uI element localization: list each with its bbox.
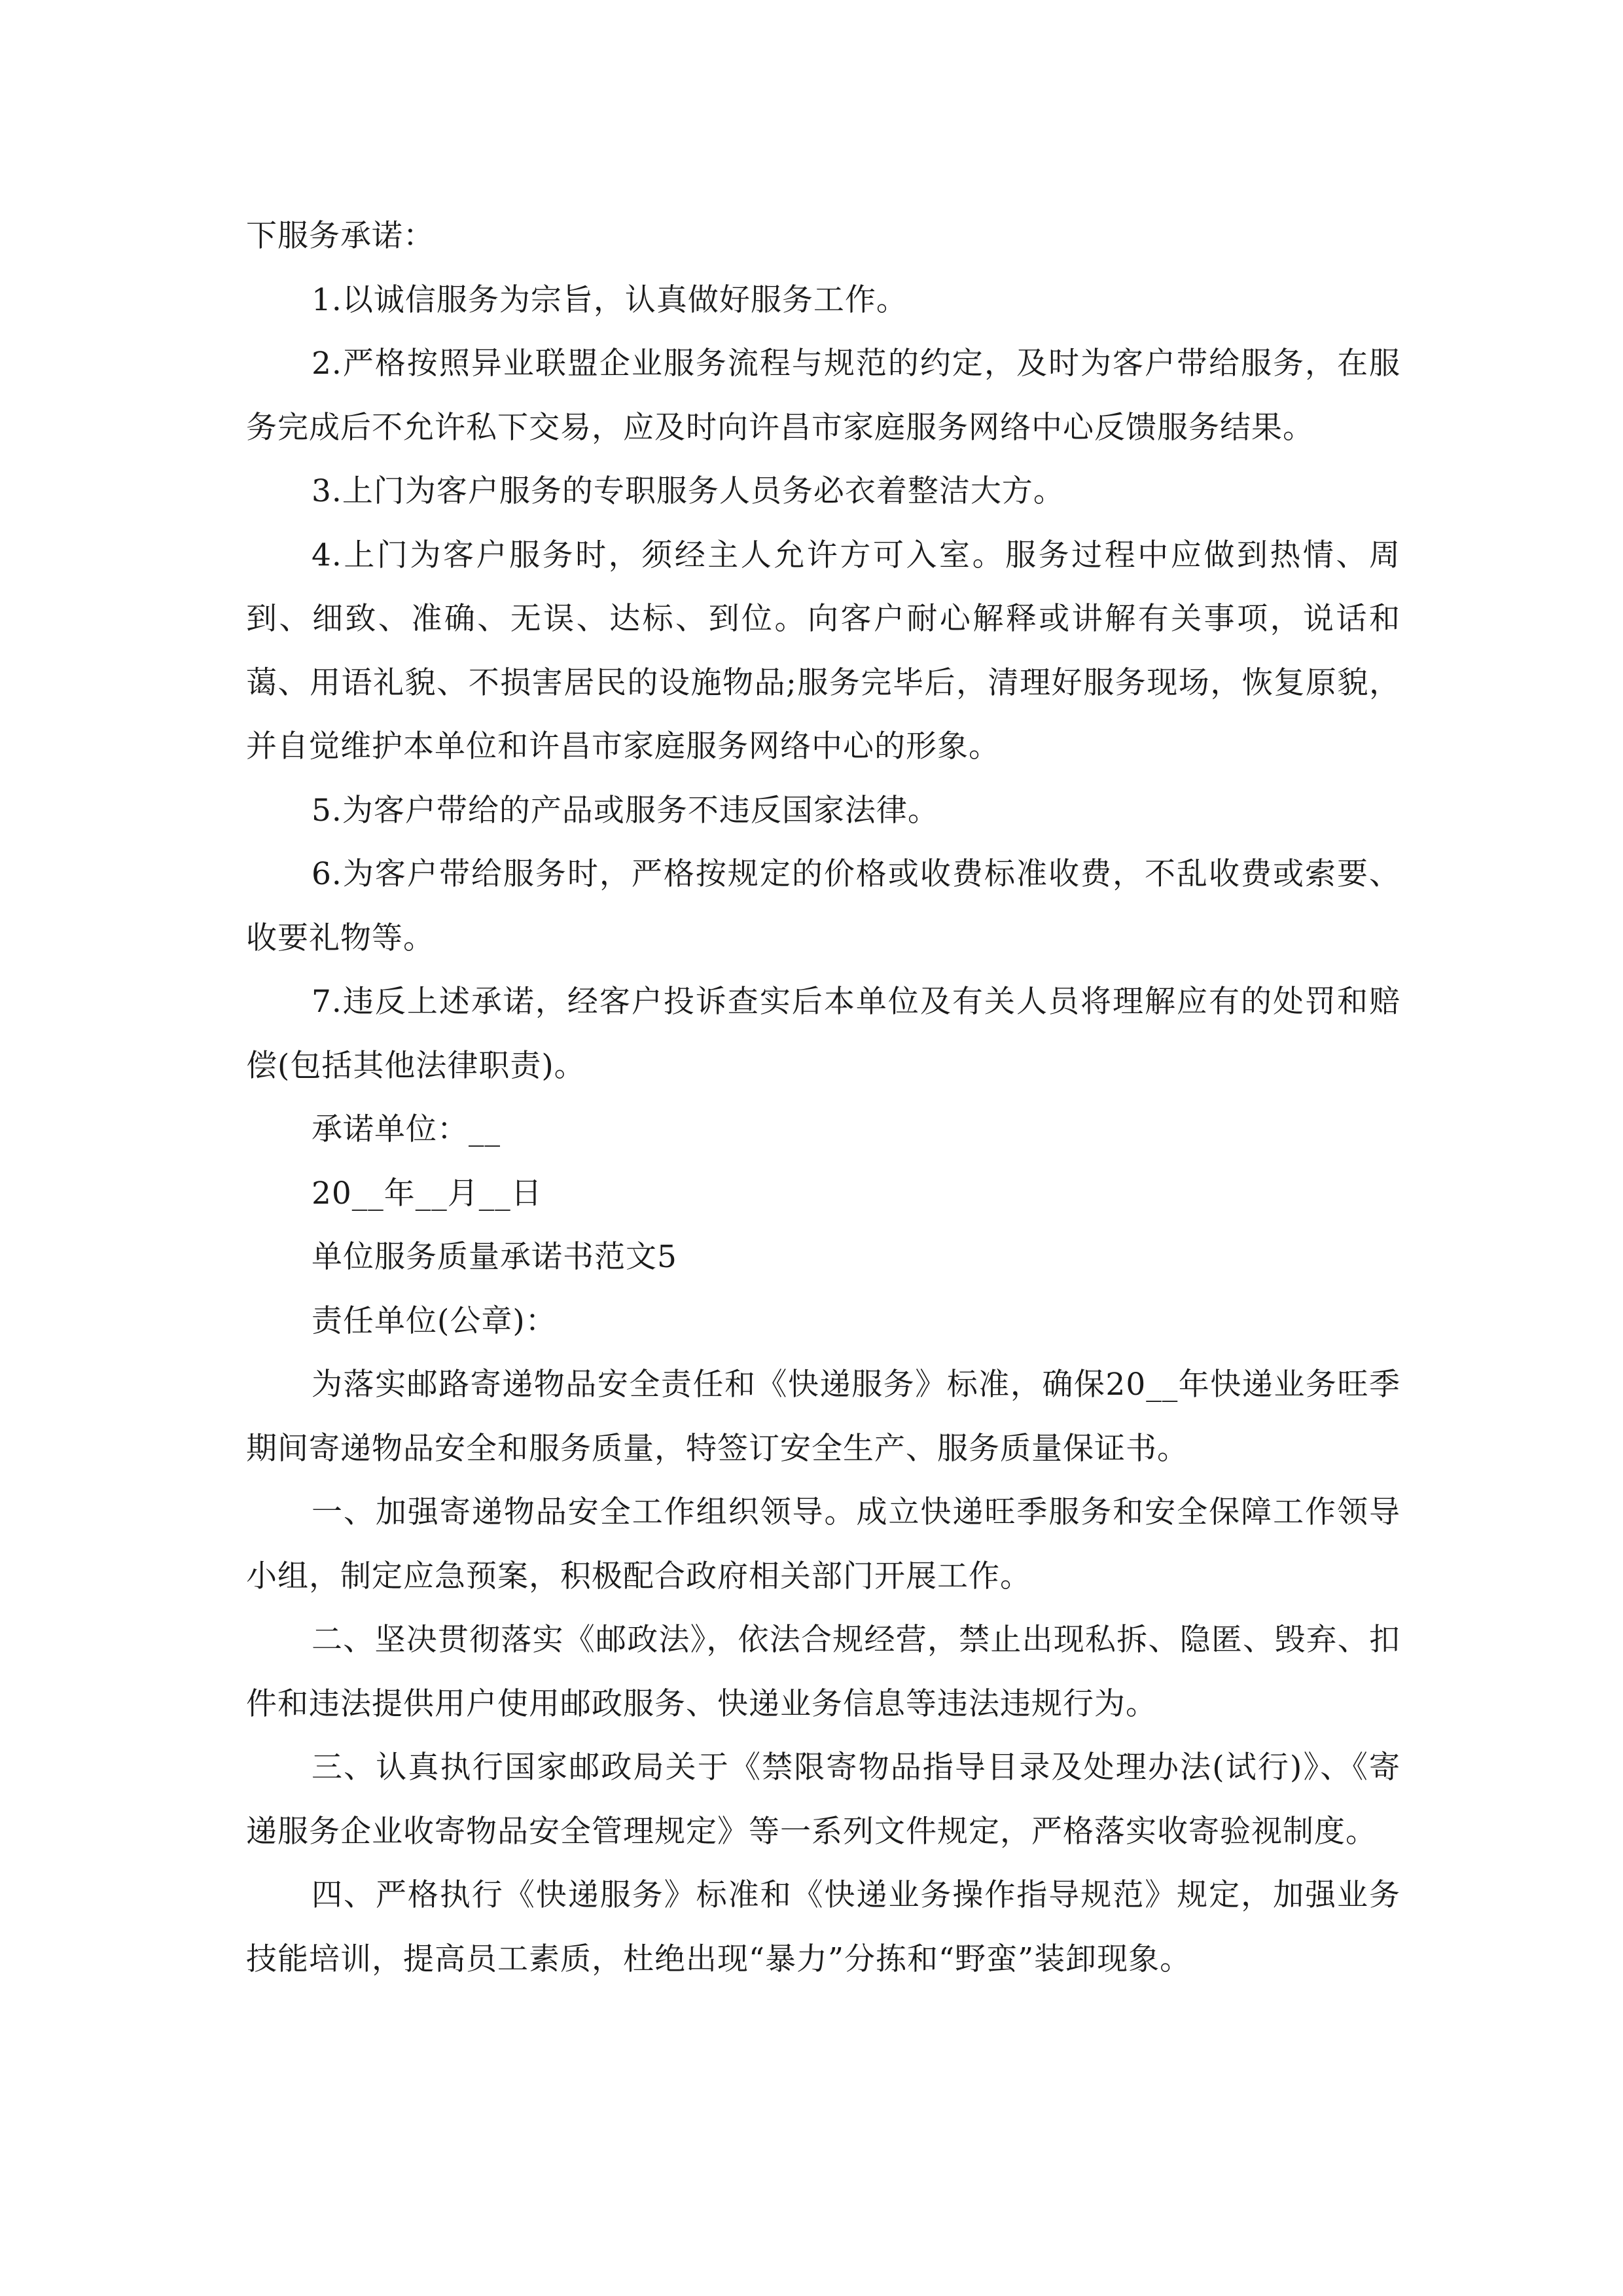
signature-date-line: 20__年__月__日	[312, 1175, 543, 1211]
paragraph-intro-fragment: 下服务承诺：	[246, 218, 435, 254]
section-title: 单位服务质量承诺书范文5	[312, 1239, 677, 1275]
responsible-unit-line: 责任单位(公章)：	[312, 1302, 557, 1339]
paragraph-clause-4: 四、严格执行《快递服务》标准和《快递业务操作指导规范》规定，加强业务技能培训，提高员工素质，杜绝出现“暴力”分拣和“野蛮”装卸现象。	[246, 1877, 1400, 1977]
paragraph-item-1: 1.以诚信服务为宗旨，认真做好服务工作。	[312, 281, 908, 318]
paragraph-item-2: 2.严格按照异业联盟企业服务流程与规范的约定，及时为客户带给服务，在服务完成后不允许私下交易，应及时向许昌市家庭服务网络中心反馈服务结果。	[246, 346, 1400, 446]
paragraph-item-7: 7.违反上述承诺，经客户投诉查实后本单位及有关人员将理解应有的处罚和赔偿(包括其他法律职责)。	[246, 984, 1400, 1084]
paragraph-item-6: 6.为客户带给服务时，严格按规定的价格或收费标准收费，不乱收费或索要、收要礼物等。	[246, 856, 1400, 956]
paragraph-item-3: 3.上门为客户服务的专职服务人员务必衣着整洁大方。	[312, 473, 1065, 509]
paragraph-item-4: 4.上门为客户服务时，须经主人允许方可入室。服务过程中应做到热情、周到、细致、准确、无误、达标、到位。向客户耐心解释或讲解有关事项，说话和蔼、用语礼貌、不损害居民的设施物品;服务完毕后，清理好服务现场，恢复原貌，并自觉维护本单位和许昌市家庭服务网络中心的形象。	[246, 537, 1400, 764]
paragraph-clause-2: 二、坚决贯彻落实《邮政法》，依法合规经营，禁止出现私拆、隐匿、毁弃、扣件和违法提供用户使用邮政服务、快递业务信息等违法违规行为。	[246, 1622, 1400, 1722]
signature-unit-line: 承诺单位：__	[312, 1111, 501, 1147]
paragraph-clause-3: 三、认真执行国家邮政局关于《禁限寄物品指导目录及处理办法(试行)》、《寄递服务企业收寄物品安全管理规定》等一系列文件规定，严格落实收寄验视制度。	[246, 1749, 1400, 1850]
paragraph-item-5: 5.为客户带给的产品或服务不违反国家法律。	[312, 792, 939, 829]
paragraph-clause-1: 一、加强寄递物品安全工作组织领导。成立快递旺季服务和安全保障工作领导小组，制定应急预案，积极配合政府相关部门开展工作。	[246, 1494, 1400, 1594]
document-body	[246, 204, 1400, 1991]
paragraph-preamble: 为落实邮路寄递物品安全责任和《快递服务》标准，确保20__年快递业务旺季期间寄递物品安全和服务质量，特签订安全生产、服务质量保证书。	[246, 1367, 1400, 1467]
